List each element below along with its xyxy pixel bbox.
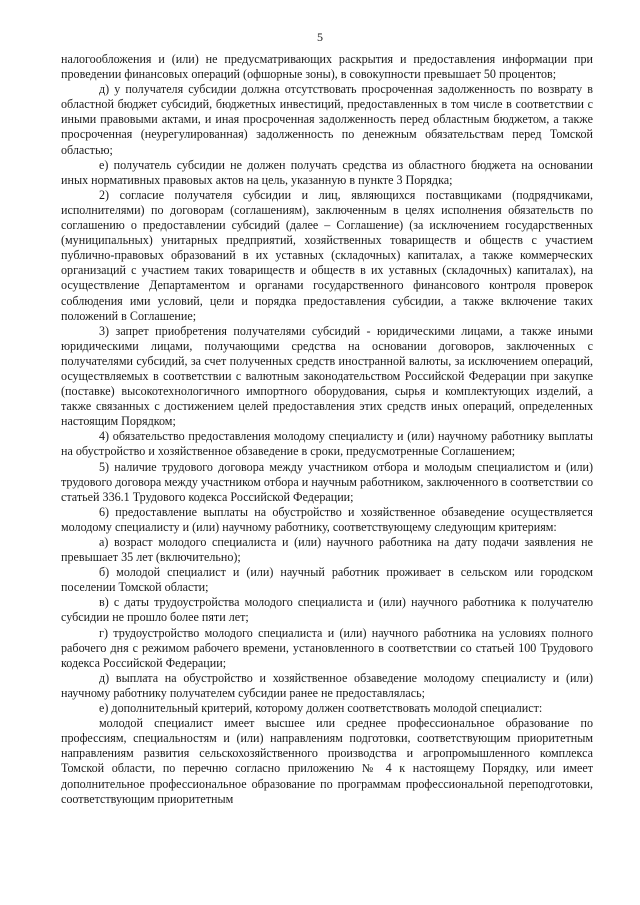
criterion-f-additional: е) дополнительный критерий, которому должен соответствовать молодой специалист: (99, 701, 543, 716)
page-number: 5 (317, 30, 323, 44)
paragraph-5-labor-contract: 5) наличие трудового договора между участником отбора и молодым специалистом и (или) трудового договора между участником отбора и научным работником, заключенного в соответствии со статьей 336.1 Трудового кодекса Российской Федерации; (61, 459, 593, 504)
paragraph-continuation: налогообложения и (или) не предусматривающих раскрытия и предоставления информации при проведении финансовых операций (офшорные зоны), в совокупности превышает 50 процентов; (61, 52, 593, 82)
criterion-d-full-time: г) трудоустройство молодого специалиста и (или) научного работника на условиях полного рабочего дня с режимом рабочего времени, установленного в соответствии со статьей 100 Трудового кодекса Российской Федерации; (61, 625, 593, 670)
paragraph-2-consent: 2) согласие получателя субсидии и лиц, являющихся поставщиками (подрядчиками, исполнителями) по договорам (соглашениям), заключенным в целях исполнения обязательств по соглашению о предоставлении субсидий (далее – Соглашение) (за исключением государственных (муниципальных) унитарных предприятий, хозяйственных товариществ и обществ с участием публично-правовых образований в их уставных (складочных) капиталах, а также коммерческих организаций с участием таких товариществ и обществ в их уставных (складочных) капиталах), на осуществление Департаментом и органами государственного финансового контроля проверок соблюдения ими условий, цели и порядка предоставления субсидии, а также включение таких положений в Соглашение; (61, 187, 593, 323)
paragraph-d-debt: д) у получателя субсидии должна отсутствовать просроченная задолженность по возврату в областной бюджет субсидий, бюджетных инвестиций, предоставленных в том числе в соответствии с иными правовыми актами, и иная просроченная задолженность перед областным бюджетом, а также просроченная (неурегулированная) задолженность по денежным обязательствам перед Томской областью; (61, 82, 593, 157)
paragraph-4-obligation: 4) обязательство предоставления молодому специалисту и (или) научному работнику выплаты на обустройство и хозяйственное обзаведение в сроки, предусмотренные Соглашением; (61, 429, 593, 459)
paragraph-3-currency-ban: 3) запрет приобретения получателями субсидий - юридическими лицами, а также иными юридическими лицами, получающими средства на основании договоров, заключенных с получателями субсидий, за счет полученных средств иностранной валюты, за исключением операций, осуществляемых в соответствии с валютным законодательством Российской Федерации при закупке (поставке) высокотехнологичного импортного оборудования, сырья и комплектующих изделий, а также связанных с достижением целей предоставления этих средств иных операций, определенных настоящим Порядком; (61, 323, 593, 429)
paragraph-education-requirement: молодой специалист имеет высшее или среднее профессиональное образование по профессиям, специальностям и (или) направлениям подготовки, соответствующим приоритетным направлениям развития сельскохозяйственного производства и агропромышленного комплекса Томской области, по перечню согласно приложению № 4 к настоящему Порядку, или имеет дополнительное профессиональное образование по программам профессиональной переподготовки, соответствующим приоритетным (61, 716, 593, 806)
criterion-a-age: а) возраст молодого специалиста и (или) научного работника на дату подачи заявления не превышает 35 лет (включительно); (61, 535, 593, 565)
criterion-b-residence: б) молодой специалист и (или) научный работник проживает в сельском или городском поселении Томской области; (61, 565, 593, 595)
paragraph-6-criteria: 6) предоставление выплаты на обустройство и хозяйственное обзаведение осуществляется молодому специалисту и (или) научному работнику, соответствующему следующим критериям: (61, 504, 593, 534)
criterion-e-no-previous-payment: д) выплата на обустройство и хозяйственное обзаведение молодому специалисту и (или) научному работнику получателем субсидии ранее не предоставлялась; (61, 670, 593, 700)
criterion-c-employment-date: в) с даты трудоустройства молодого специалиста и (или) научного работника к получателю субсидии не прошло более пяти лет; (61, 595, 593, 625)
document-body (61, 52, 593, 807)
paragraph-e-no-other-funds: е) получатель субсидии не должен получать средства из областного бюджета на основании иных нормативных правовых актов на цель, указанную в пункте 3 Порядка; (61, 157, 593, 187)
